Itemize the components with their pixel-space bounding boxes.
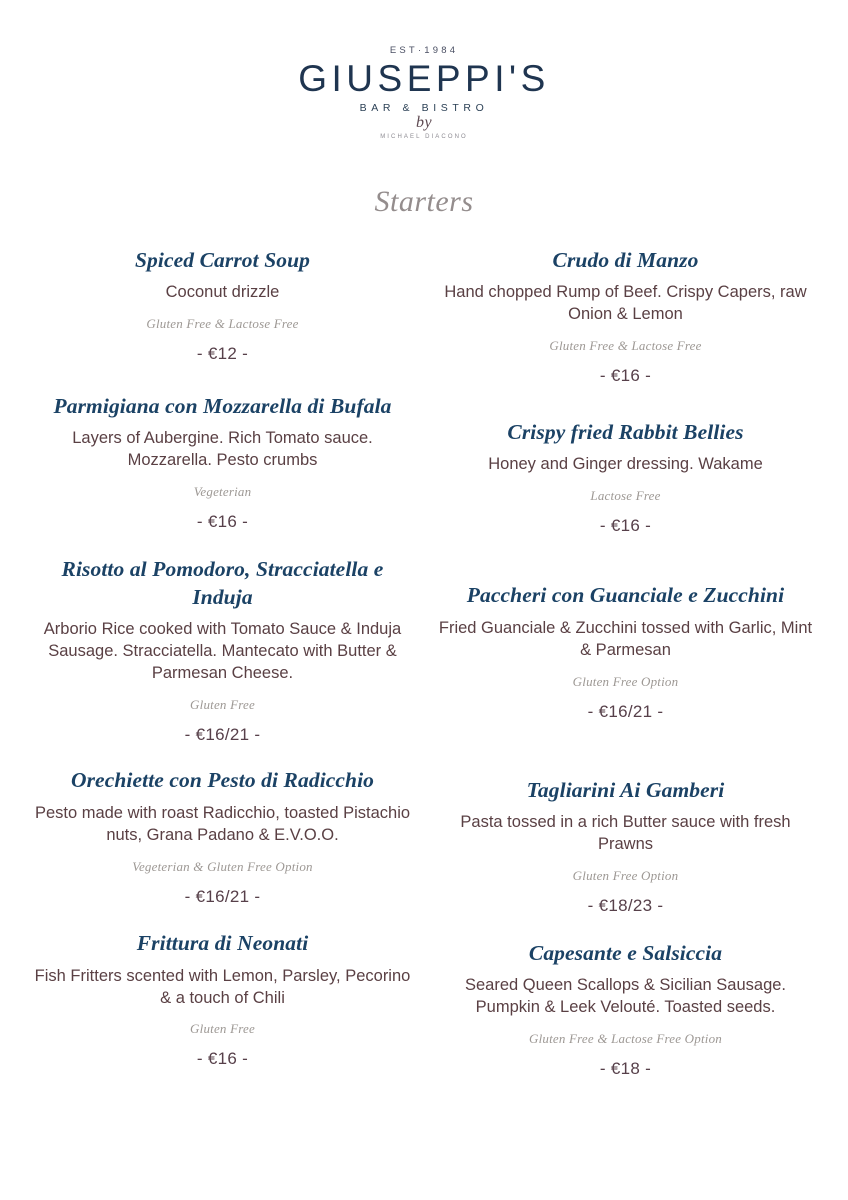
menu-item-price: - €16 - — [599, 366, 652, 386]
menu-item-description: Seared Queen Scallops & Sicilian Sausage. Pumpkin & Leek Velouté. Toasted seeds. — [464, 976, 787, 1017]
menu-item-dietary-info: Vegeterian & Gluten Free Option — [132, 858, 313, 874]
restaurant-tagline-text: BAR & BISTRO — [359, 102, 489, 115]
established-year-text: EST·1984 — [389, 45, 459, 56]
menu-item-name: Tagliarini Ai Gamberi — [526, 777, 725, 802]
menu-item-price: - €16/21 - — [587, 701, 664, 721]
menu-item-price: - €16 - — [196, 511, 249, 531]
menu-item-price: - €12 - — [196, 344, 249, 364]
menu-item-description: Coconut drizzle — [165, 283, 280, 302]
menu-item — [24, 393, 421, 533]
menu-item-name: Spiced Carrot Soup — [134, 247, 311, 272]
menu-item-name: Paccheri con Guanciale e Zucchini — [466, 583, 785, 608]
menu-item-dietary-info: Gluten Free Option — [572, 673, 679, 689]
menu-item — [427, 247, 824, 387]
menu-item-description: Fried Guanciale & Zucchini tossed with Garlic, Mint & Parmesan — [438, 618, 813, 659]
menu-item — [427, 582, 824, 722]
menu-item-dietary-info: Gluten Free & Lactose Free Option — [528, 1030, 722, 1046]
menu-item-description: Pasta tossed in a rich Butter sauce with fresh Prawns — [460, 813, 791, 854]
menu-item-dietary-info: Gluten Free — [190, 1021, 255, 1037]
menu-item-price: - €16/21 - — [184, 886, 261, 906]
menu-item-description: Hand chopped Rump of Beef. Crispy Capers, raw Onion & Lemon — [444, 283, 807, 324]
menu-item-name: Crudo di Manzo — [552, 247, 699, 272]
menu-item-name: Parmigiana con Mozzarella di Bufala — [53, 393, 392, 418]
menu-item — [24, 247, 421, 365]
menu-item-price: - €16 - — [196, 1049, 249, 1069]
menu-item-price: - €18/23 - — [587, 896, 664, 916]
menu-item — [427, 419, 824, 537]
menu-items-grid — [0, 239, 848, 1079]
menu-item-dietary-info: Lactose Free — [590, 487, 661, 503]
menu-item-name: Capesante e Salsiccia — [528, 940, 723, 965]
menu-item-price: - €16/21 - — [184, 724, 261, 744]
menu-item — [427, 940, 824, 1080]
menu-item-description: Fish Fritters scented with Lemon, Parsley, Pecorino & a touch of Chili — [34, 966, 411, 1007]
menu-item-dietary-info: Gluten Free & Lactose Free — [146, 316, 299, 332]
restaurant-name-text: GIUSEPPI'S — [298, 57, 550, 99]
menu-item-description: Arborio Rice cooked with Tomato Sauce & Induja Sausage. Stracciatella. Mantecato with Butter & Parmesan Cheese. — [43, 620, 402, 683]
menu-item-price: - €16 - — [599, 515, 652, 535]
menu-item — [24, 767, 421, 907]
menu-item-name: Crispy fried Rabbit Bellies — [507, 419, 744, 444]
menu-item-name: Orechiette con Pesto di Radicchio — [70, 768, 375, 793]
menu-item-dietary-info: Gluten Free & Lactose Free — [549, 338, 702, 354]
menu-item-dietary-info: Gluten Free — [190, 697, 255, 713]
menu-item-description: Pesto made with roast Radicchio, toasted Pistachio nuts, Grana Padano & E.V.O.O. — [34, 803, 411, 844]
restaurant-logo — [0, 0, 848, 140]
chef-name-text: MICHAEL DIACONO — [380, 133, 468, 140]
menu-item-dietary-info: Gluten Free Option — [572, 868, 679, 884]
menu-item — [24, 930, 421, 1070]
menu-column-left — [24, 239, 421, 1079]
menu-item-price: - €18 - — [599, 1058, 652, 1078]
menu-item — [24, 556, 421, 745]
section-heading-starters: Starters — [374, 184, 474, 218]
byline-script-text: by — [415, 113, 433, 131]
menu-item-description: Honey and Ginger dressing. Wakame — [488, 455, 763, 474]
menu-item-name: Risotto al Pomodoro, Stracciatella e Induja — [61, 557, 384, 609]
menu-column-right — [427, 239, 824, 1079]
menu-item-dietary-info: Vegeterian — [193, 483, 252, 499]
menu-item — [427, 777, 824, 917]
menu-item-description: Layers of Aubergine. Rich Tomato sauce. Mozzarella. Pesto crumbs — [72, 429, 373, 470]
menu-item-name: Frittura di Neonati — [136, 931, 309, 956]
